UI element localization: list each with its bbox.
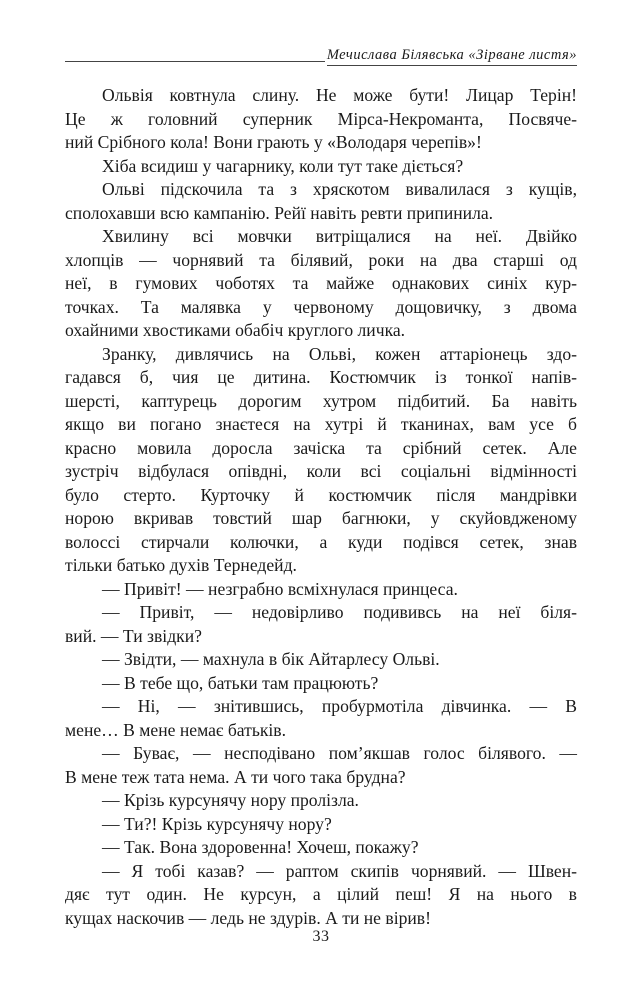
text-line: дяє тут один. Не курсун, а цілий пеш! Я на нього в bbox=[65, 884, 577, 904]
text-line: хлопців — чорнявий та білявий, роки на два старші од bbox=[65, 249, 577, 270]
text-line: якщо ви погано знаєтеся на хутрі й тканинах, вам усе б bbox=[65, 414, 577, 434]
paragraph bbox=[65, 178, 577, 225]
body-text bbox=[65, 84, 577, 930]
text-line: В мене теж тата нема. А ти чого така брудна? bbox=[65, 766, 406, 787]
paragraph bbox=[65, 836, 577, 860]
paragraph bbox=[65, 578, 577, 602]
running-header bbox=[65, 44, 577, 66]
text-line: — Крізь курсунячу нору пролізла. bbox=[102, 790, 359, 810]
text-line: — Я тобі казав? — раптом скипів чорнявий. — Швен- bbox=[102, 860, 577, 881]
text-line: було стерто. Курточку й костюмчик після мандрівки bbox=[65, 484, 577, 505]
text-line: Хіба всидиш у чагарнику, коли тут таке діється? bbox=[102, 155, 464, 176]
paragraph bbox=[65, 860, 577, 931]
text-line: — Ні, — знітившись, пробурмотіла дівчинка. — В bbox=[102, 696, 577, 716]
text-line: мене… В мене немає батьків. bbox=[65, 719, 287, 740]
text-line: Це ж головний суперник Мірса-Некроманта, Посвяче- bbox=[65, 108, 577, 129]
text-line: шерсті, каптурець дорогим хутром підбитий. Ба навіть bbox=[65, 390, 577, 411]
text-line: точках. Та малявка у червоному дощовичку, з двома bbox=[65, 296, 577, 317]
paragraph bbox=[65, 813, 577, 837]
paragraph bbox=[65, 155, 577, 179]
text-line: — Привіт, — недовірливо подививсь на неї біля- bbox=[102, 602, 577, 622]
text-line: тільки батько духів Тернедейд. bbox=[65, 555, 297, 575]
header-rule bbox=[65, 61, 325, 62]
text-line: гадався б, чия це дитина. Костюмчик із тонкої напів- bbox=[65, 367, 577, 387]
text-line: кущах наскочив — ледь не здурів. А ти не вірив! bbox=[65, 907, 431, 928]
text-line: вий. — Ти звідки? bbox=[65, 625, 202, 646]
text-line: — Привіт! — незграбно всміхнулася принцеса. bbox=[102, 578, 458, 599]
paragraph bbox=[65, 789, 577, 813]
text-line: неї, в гумових чоботях та майже однакових синіх кур- bbox=[65, 273, 577, 293]
text-line: — Ти?! Крізь курсунячу нору? bbox=[102, 813, 332, 834]
text-line: Ольвія ковтнула слину. Не може бути! Лицар Терін! bbox=[102, 85, 577, 105]
text-line: сполохавши всю кампанію. Рейї навіть ревти припинила. bbox=[65, 202, 494, 223]
paragraph bbox=[65, 84, 577, 155]
text-line: ний Срібного кола! Вони грають у «Володаря черепів»! bbox=[65, 132, 482, 152]
text-line: красно мовила доросла зачіска та срібний сетек. Але bbox=[65, 437, 577, 458]
text-line: — Буває, — несподівано пом’якшав голос білявого. — bbox=[102, 743, 577, 763]
text-line: зустріч відбулася опівдні, коли всі соціальні відмінності bbox=[65, 461, 577, 481]
text-line: охайними хвостиками обабіч круглого личка. bbox=[65, 320, 406, 340]
paragraph bbox=[65, 601, 577, 648]
text-line: норою вкривав товстий шар багнюки, у скуйовдженому bbox=[65, 508, 577, 528]
paragraph bbox=[65, 742, 577, 789]
text-line: Хвилину всі мовчки витріщалися на неї. Двійко bbox=[102, 226, 577, 246]
page-number: 33 bbox=[312, 928, 330, 945]
text-line: волоссі стирчали колючки, а куди подівся сетек, знав bbox=[65, 531, 577, 552]
text-line: Зранку, дивлячись на Ольві, кожен аттаріонець здо- bbox=[102, 343, 577, 364]
running-title: Мечислава Білявська «Зірване листя» bbox=[327, 47, 577, 66]
paragraph bbox=[65, 672, 577, 696]
paragraph bbox=[65, 695, 577, 742]
text-line: — В тебе що, батьки там працюють? bbox=[102, 672, 379, 693]
paragraph bbox=[65, 648, 577, 672]
text-line: — Звідти, — махнула в бік Айтарлесу Ольві. bbox=[102, 649, 440, 669]
text-line: — Так. Вона здоровенна! Хочеш, покажу? bbox=[102, 837, 419, 857]
text-line: Ольві підскочила та з хряскотом вивалилася з кущів, bbox=[102, 179, 577, 199]
paragraph bbox=[65, 225, 577, 343]
paragraph bbox=[65, 343, 577, 578]
